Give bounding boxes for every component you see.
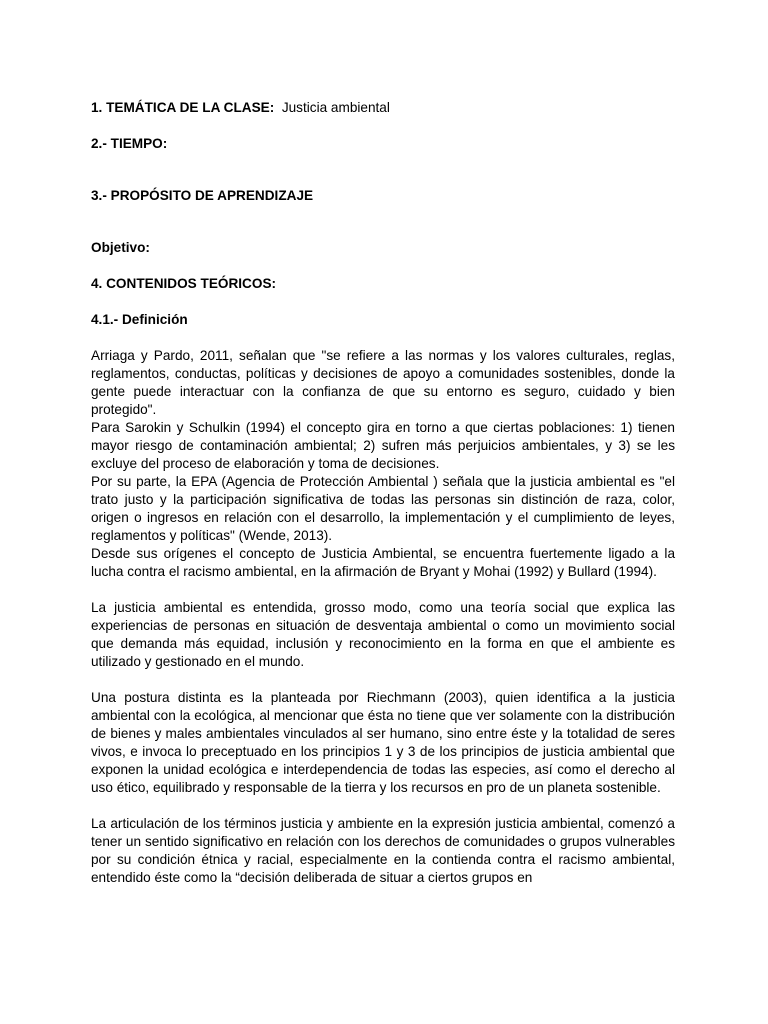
paragraph-epa: Por su parte, la EPA (Agencia de Protección Ambiental ) señala que la justicia ambiental es "el trato justo y la participación significativa de todas las personas sin distinción de raza, color, origen o ingresos en relación con el desarrollo, la implementación y el cumplimiento de leyes, reglamentos y políticas" (Wende, 2013).: [91, 474, 675, 543]
heading-definicion: [91, 311, 675, 329]
document-page: [91, 99, 675, 887]
paragraph-origenes: Desde sus orígenes el concepto de Justicia Ambiental, se encuentra fuertemente ligado a la lucha contra el racismo ambiental, en la afirmación de Bryant y Mohai (1992) y Bullard (1994).: [91, 546, 675, 579]
paragraph-sarokin: Para Sarokin y Schulkin (1994) el concepto gira en torno a que ciertas poblaciones: 1) tienen mayor riesgo de contaminación ambiental; 2) sufren más perjuicios ambientales, y 3) se les excluye del proceso de elaboración y toma de decisiones.: [91, 420, 675, 471]
tematica-label: 1. TEMÁTICA DE LA CLASE:: [91, 100, 275, 115]
definicion-label: 4.1.- Definición: [91, 312, 188, 327]
heading-objetivo: [91, 239, 675, 257]
contenidos-label: 4. CONTENIDOS TEÓRICOS:: [91, 276, 277, 291]
paragraph-teoria-social: La justicia ambiental es entendida, grosso modo, como una teoría social que explica las experiencias de personas en situación de desventaja ambiental o como un movimiento social que demanda más equidad, inclusión y reconocimiento en la forma en que el ambiente es utilizado y gestionado en el mundo.: [91, 600, 675, 669]
heading-tematica: [91, 99, 675, 117]
heading-contenidos: [91, 275, 675, 293]
tiempo-label: 2.- TIEMPO:: [91, 136, 168, 151]
objetivo-label: Objetivo:: [91, 240, 150, 255]
paragraph-riechmann: Una postura distinta es la planteada por Riechmann (2003), quien identifica a la justicia ambiental con la ecológica, al mencionar que ésta no tiene que ver solamente con la distribución de bienes y males ambientales vinculados al ser humano, sino entre éste y la totalidad de seres vivos, e invoca lo preceptuado en los principios 1 y 3 de los principios de justicia ambiental que exponen la unidad ecológica e interdependencia de todas las especies, así como el derecho al uso ético, equilibrado y responsable de la tierra y los recursos en pro de un planeta sostenible.: [91, 690, 675, 795]
proposito-label: 3.- PROPÓSITO DE APRENDIZAJE: [91, 188, 314, 203]
heading-tiempo: [91, 135, 675, 153]
paragraph-articulacion: La articulación de los términos justicia y ambiente en la expresión justicia ambiental, comenzó a tener un sentido significativo en relación con los derechos de comunidades o grupos vulnerables por su condición étnica y racial, especialmente en la contienda contra el racismo ambiental, entendido éste como la “decisión deliberada de situar a ciertos grupos en: [91, 816, 675, 885]
heading-proposito: [91, 187, 675, 205]
tematica-value: Justicia ambiental: [281, 100, 390, 115]
paragraph-arriaga: Arriaga y Pardo, 2011, señalan que "se refiere a las normas y los valores culturales, reglas, reglamentos, conductas, políticas y decisiones de apoyo a comunidades sostenibles, donde la gente puede interactuar con la confianza de que su entorno es seguro, cuidado y bien protegido".: [91, 348, 675, 417]
